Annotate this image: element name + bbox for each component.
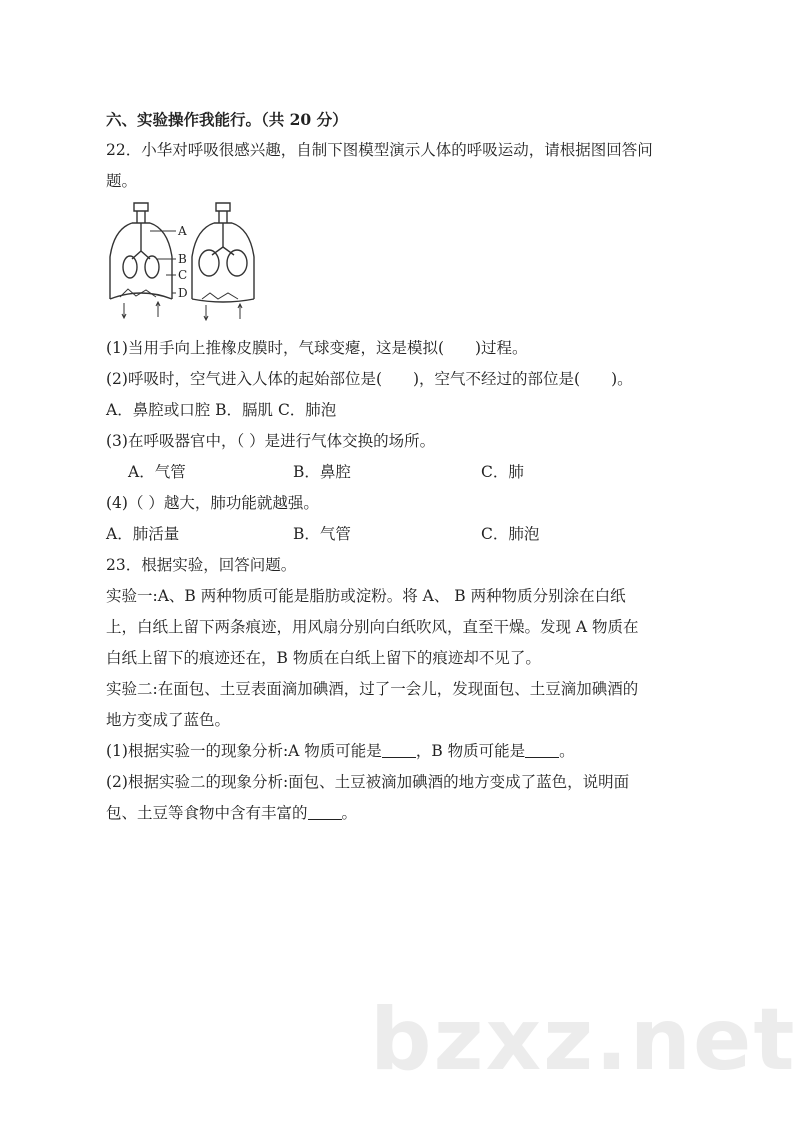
q23-sub1 [106, 736, 706, 767]
q22-stem-line1: 22．小华对呼吸很感兴趣，自制下图模型演示人体的呼吸运动，请根据图回答问 [106, 141, 653, 159]
option-c: C．肺 [481, 463, 524, 481]
q23-stem: 23．根据实验，回答问题。 [106, 556, 297, 574]
q22-sub2-options: A．鼻腔或口腔 B．膈肌 C．肺泡 [106, 401, 337, 419]
q23-exp1-line3: 白纸上留下的痕迹还在，B 物质在白纸上留下的痕迹却不见了。 [106, 649, 541, 667]
q22-sub1: (1)当用手向上推橡皮膜时，气球变瘪，这是模拟( )过程。 [106, 339, 528, 357]
figure-label-d: D [178, 286, 188, 300]
q22-sub4-options [106, 519, 706, 550]
q22-sub2: (2)呼吸时，空气进入人体的起始部位是( )，空气不经过的部位是( )。 [106, 370, 633, 388]
answer-blank-b[interactable] [525, 739, 559, 758]
option-a: A．肺活量 [106, 525, 180, 543]
option-b: B．鼻腔 [293, 463, 351, 481]
q23-sub2-text-b: 。 [341, 804, 358, 822]
q23-exp2-line2: 地方变成了蓝色。 [106, 711, 231, 729]
q22-sub3: (3)在呼吸器官中，（ ）是进行气体交换的场所。 [106, 432, 436, 450]
q22-stem-line2: 题。 [106, 172, 138, 190]
q23-exp1-line1: 实验一:A、B 两种物质可能是脂肪或淀粉。将 A、 B 两种物质分别涂在白纸 [106, 587, 626, 605]
figure-label-c: C [178, 268, 188, 282]
answer-blank-c[interactable] [308, 801, 342, 820]
q23-sub1-text-c: 。 [559, 742, 575, 760]
option-c: C．肺泡 [481, 525, 540, 543]
breathing-model-figure [106, 199, 706, 331]
figure-label-b: B [178, 252, 187, 266]
q23-sub2-line2 [106, 798, 706, 829]
bell-jar-diagram [106, 199, 266, 331]
q22-sub3-options [106, 457, 706, 488]
q23-exp2-line1: 实验二:在面包、土豆表面滴加碘酒，过了一会儿，发现面包、土豆滴加碘酒的 [106, 680, 639, 698]
figure-label-a: A [178, 224, 187, 238]
section-heading: 六、实验操作我能行。（共 20 分） [106, 110, 348, 129]
content [106, 104, 706, 829]
watermark: bzxz.net [370, 990, 797, 1090]
q23-sub1-text-b: ，B 物质可能是 [415, 742, 526, 760]
answer-blank-a[interactable] [382, 739, 416, 758]
option-a: A．气管 [128, 463, 186, 481]
q23-sub1-text-a: (1)根据实验一的现象分析:A 物质可能是 [106, 742, 382, 760]
option-b: B．气管 [293, 525, 351, 543]
q22-sub4: (4)（ ）越大，肺功能就越强。 [106, 494, 319, 512]
q23-sub2-text-a: 包、土豆等食物中含有丰富的 [106, 804, 308, 822]
q23-exp1-line2: 上，白纸上留下两条痕迹，用风扇分别向白纸吹风，直至干燥。发现 A 物质在 [106, 618, 639, 636]
q23-sub2-line1: (2)根据实验二的现象分析:面包、土豆被滴加碘酒的地方变成了蓝色，说明面 [106, 773, 630, 791]
